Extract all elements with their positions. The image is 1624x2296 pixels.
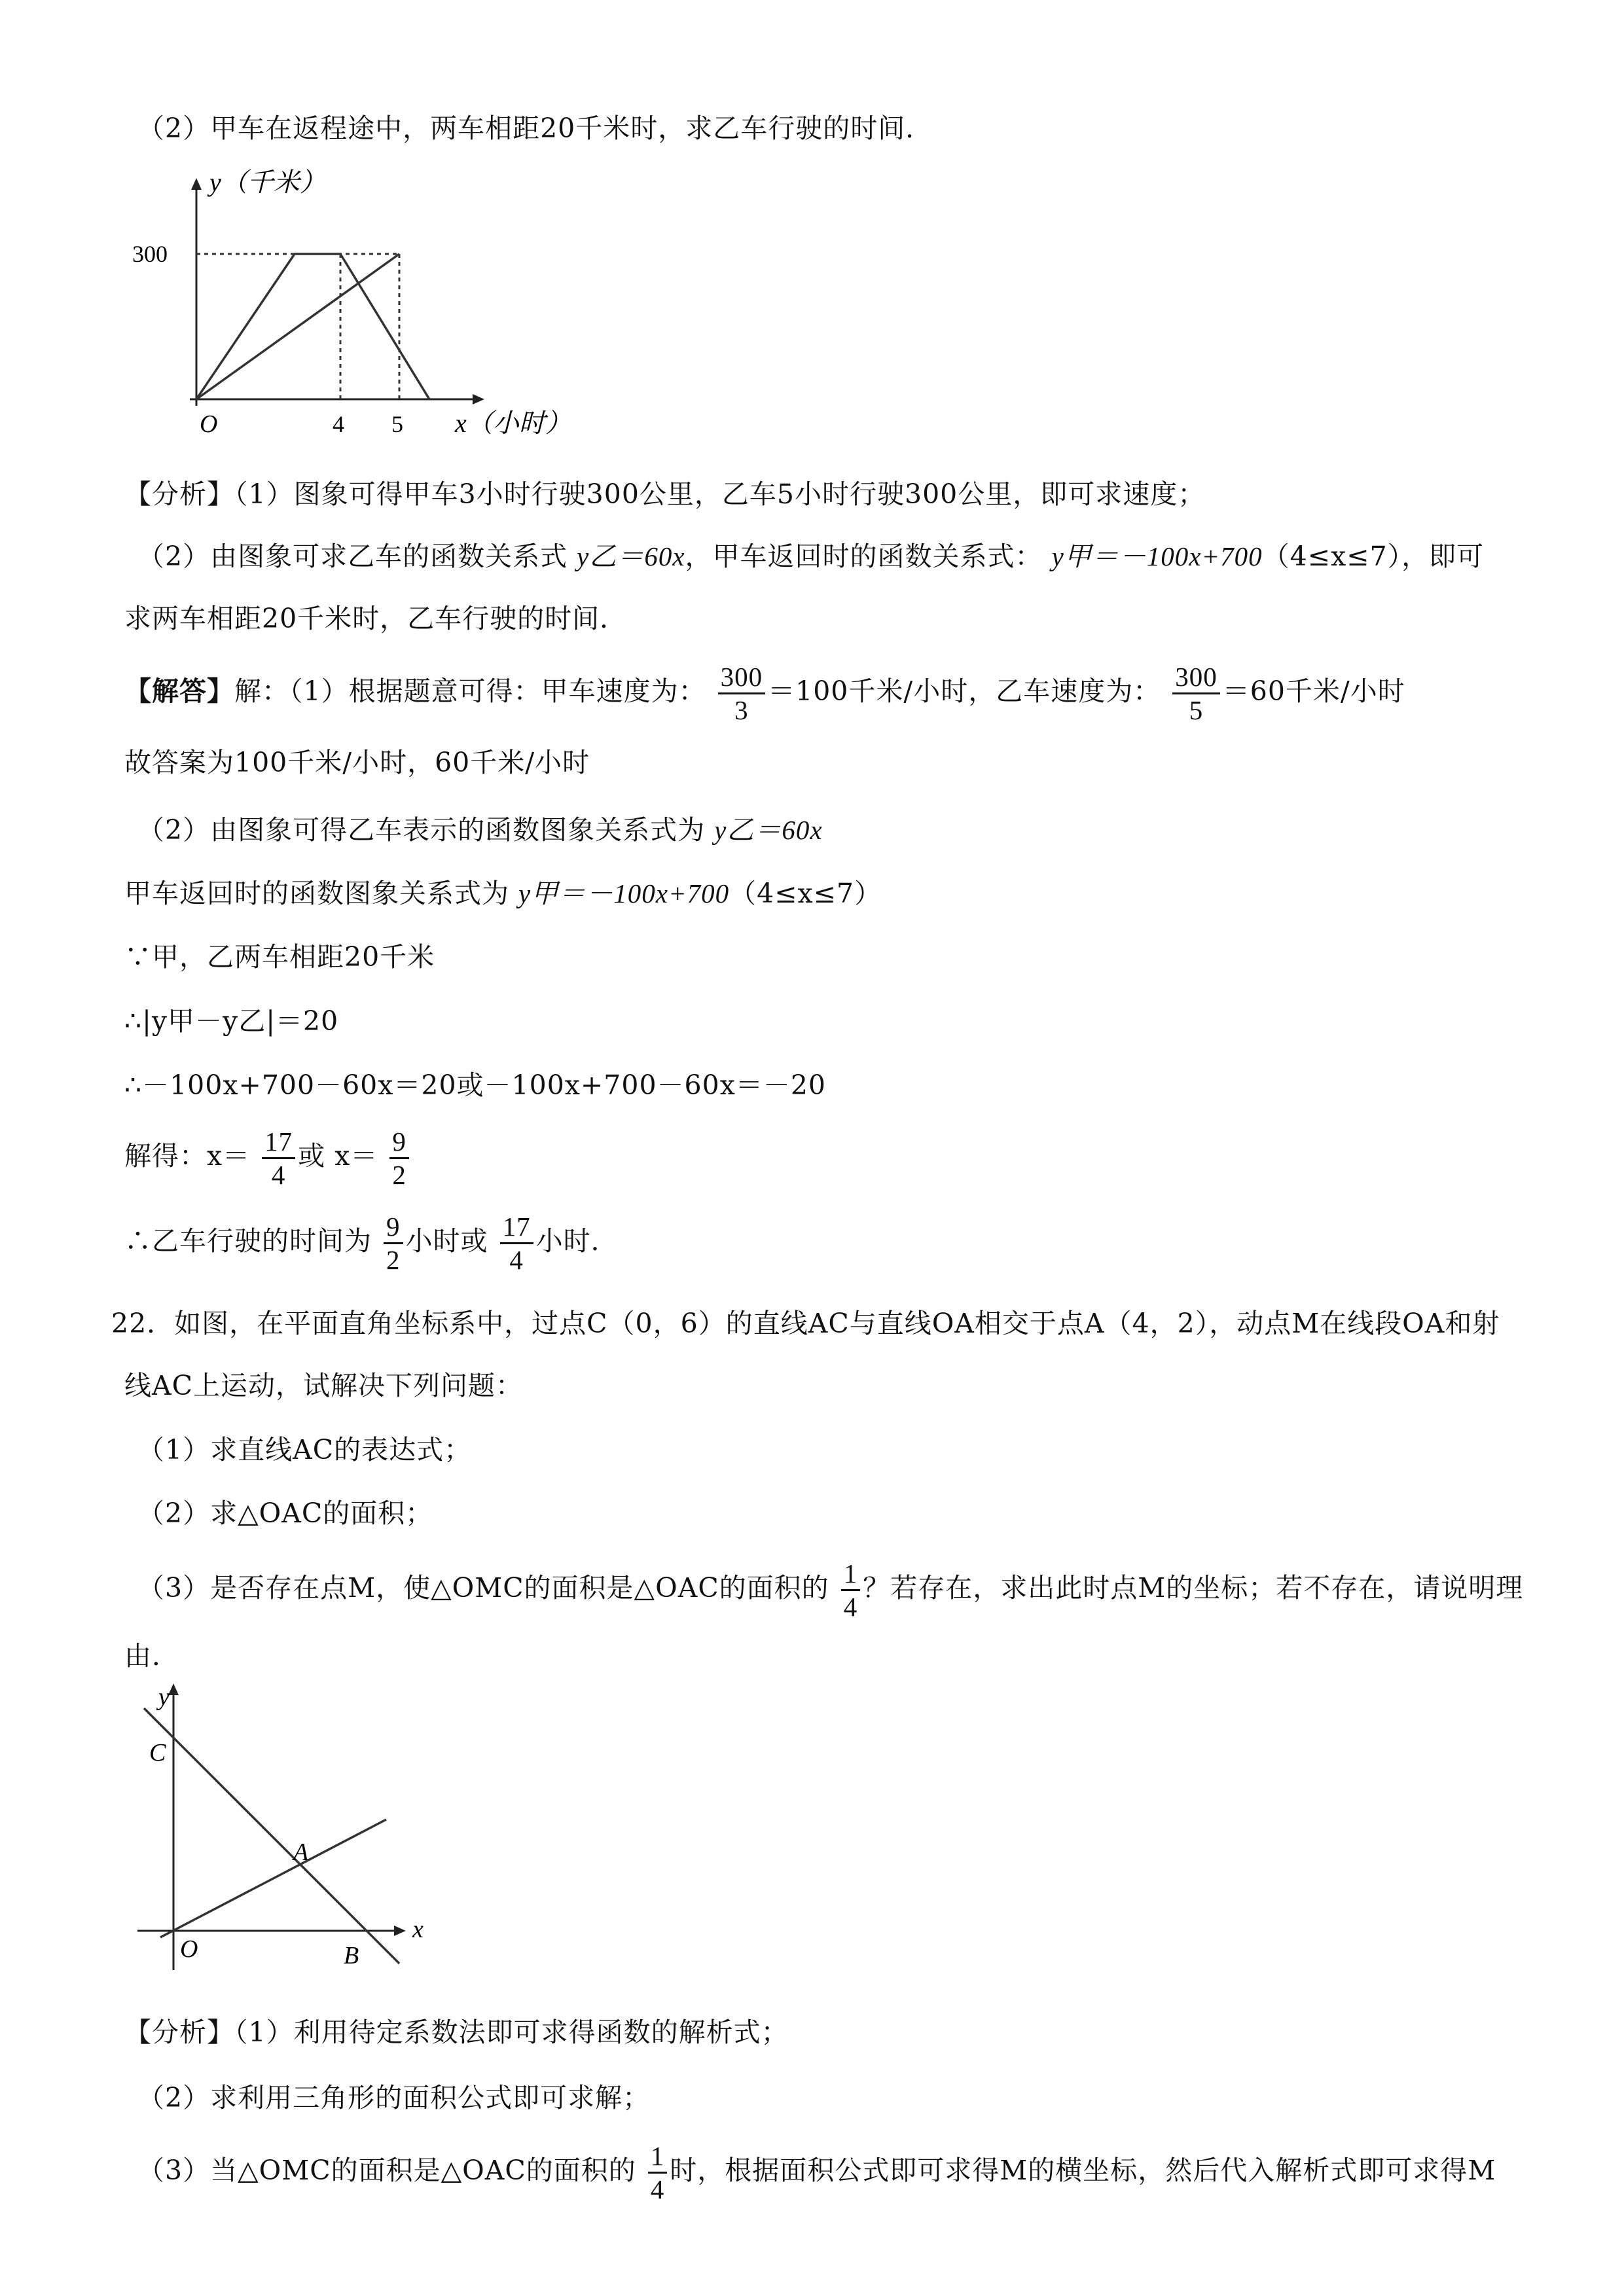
graph1-origin: O [200, 410, 218, 438]
graph1-tick-300: 300 [132, 241, 168, 267]
graph1-x-label: x（小时） [455, 408, 571, 438]
label-o: O [180, 1935, 198, 1963]
answer1-line4: 甲车返回时的函数图象关系式为 y甲＝－100x+700（4≤x≤7） [124, 878, 882, 909]
answer1-line8: 解得：x＝ $\frac{17}{4}$ 或 x＝ $\frac{9}{2}$ [124, 1126, 412, 1191]
analysis1-tag: 【分析】 [124, 478, 234, 510]
label-y: y [158, 1683, 170, 1711]
fraction-17-4: $\frac{17}{4}$ [262, 1126, 295, 1191]
q22-part3: （3）是否存在点M，使△OMC的面积是△OAC的面积的 $\frac{1}{4}$ ？若存在，求出此时点M的坐标；若不存在，请说明理 [137, 1558, 1524, 1622]
analysis2-line2: （2）求利用三角形的面积公式即可求解； [137, 2082, 651, 2113]
answer1-line1: 【解答】解：（1）根据题意可得：甲车速度为： $\frac{300}{3}$ ＝100千米/小时，乙车速度为： $\frac{300}{5}$ ＝60千米/小时 [124, 662, 1405, 725]
analysis2-line3: （3）当△OMC的面积是△OAC的面积的 $\frac{1}{4}$ 时，根据面积公式即可求得M的横坐标，然后代入解析式即可求得M [137, 2141, 1496, 2204]
label-a: A [293, 1839, 309, 1866]
graph1-y-label: y（千米） [209, 168, 326, 197]
label-x: x [412, 1916, 424, 1943]
graph2-x-arrow [394, 1926, 406, 1936]
graph1-y-arrow [191, 178, 202, 190]
label-b: B [344, 1942, 359, 1969]
fraction-17-4-b: $\frac{17}{4}$ [500, 1211, 533, 1276]
series-jia [196, 254, 429, 399]
graph1-tick-4: 4 [333, 411, 344, 437]
answer1-line2: 故答案为100千米/小时，60千米/小时 [124, 747, 590, 778]
graph-coordinate-plane [124, 1676, 465, 1990]
label-c: C [149, 1739, 166, 1767]
series-yi [196, 254, 399, 399]
graph-distance-time [124, 164, 596, 452]
q22-line1: 22．如图，在平面直角坐标系中，过点C（0，6）的直线AC与直线OA相交于点A（4，2），动点M在线段OA和射 [111, 1308, 1500, 1339]
q22-part1: （1）求直线AC的表达式； [137, 1434, 472, 1465]
q22-part2: （2）求△OAC的面积； [137, 1498, 433, 1529]
q21-part2: （2）甲车在返程途中，两车相距20千米时，求乙车行驶的时间． [137, 113, 933, 144]
analysis1-line1: 【分析】（1）图象可得甲车3小时行驶300公里，乙车5小时行驶300公里，即可求速度； [124, 478, 1206, 510]
fraction-1-4: $\frac{1}{4}$ [841, 1558, 861, 1623]
analysis1-line2: （2）由图象可求乙车的函数关系式 y乙＝60x，甲车返回时的函数关系式： y甲＝－100x+700（4≤x≤7），即可 [137, 541, 1485, 572]
answer1-line7: ∴－100x+700－60x＝20或－100x+700－60x＝－20 [124, 1069, 826, 1101]
graph1-tick-5: 5 [391, 411, 403, 437]
graph2-y-arrow [168, 1683, 179, 1695]
answer1-line5: ∵甲，乙两车相距20千米 [124, 941, 435, 973]
fraction-9-2-b: $\frac{9}{2}$ [384, 1211, 403, 1276]
answer1-line6: ∴|y甲－y乙|＝20 [124, 1005, 339, 1037]
answer1-line9: ∴乙车行驶的时间为 $\frac{9}{2}$ 小时或 $\frac{17}{4}$ 小时． [124, 1211, 619, 1275]
analysis2-line1: 【分析】（1）利用待定系数法即可求得函数的解析式； [124, 2017, 789, 2048]
graph1-x-arrow [473, 394, 484, 404]
analysis1-line3: 求两车相距20千米时，乙车行驶的时间． [124, 603, 628, 634]
q22-part3-end: 由． [124, 1640, 179, 1672]
answer1-line3: （2）由图象可得乙车表示的函数图象关系式为 y乙＝60x [137, 814, 823, 846]
fraction-300-5: $\frac{300}{5}$ [1172, 661, 1220, 726]
fraction-1-4-b: $\frac{1}{4}$ [648, 2140, 668, 2205]
fraction-9-2: $\frac{9}{2}$ [389, 1126, 409, 1191]
fraction-300-3: $\frac{300}{3}$ [718, 661, 766, 726]
q22-line2: 线AC上运动，试解决下列问题： [124, 1370, 523, 1401]
